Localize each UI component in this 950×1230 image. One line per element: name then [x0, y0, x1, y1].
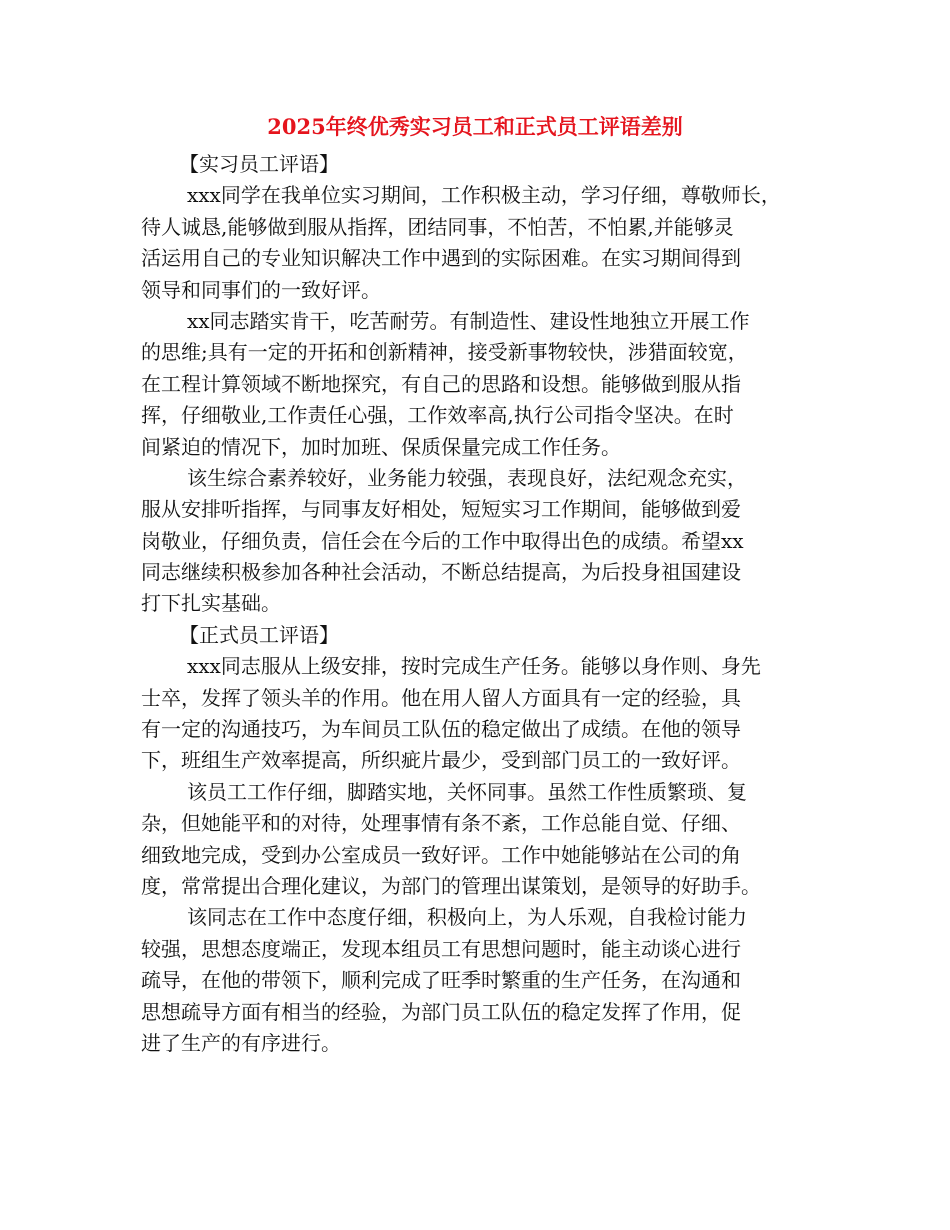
- paragraph-line: 该同志在工作中态度仔细，积极向上，为人乐观，自我检讨能力: [187, 905, 747, 930]
- paragraph-line: 服从安排听指挥，与同事友好相处，短短实习工作期间，能够做到爱: [141, 497, 741, 522]
- paragraph-line: 间紧迫的情况下，加时加班、保质保量完成工作任务。: [141, 434, 621, 459]
- paragraph: [141, 180, 826, 306]
- document-title: 2025年终优秀实习员工和正式员工评语差别: [267, 114, 683, 139]
- paragraph-line: 有一定的沟通技巧，为车间员工队伍的稳定做出了成绩。在他的领导: [141, 717, 741, 742]
- paragraph-line: 挥，仔细敬业,工作责任心强，工作效率高,执行公司指令坚决。在时: [141, 403, 734, 428]
- paragraph-line: 领导和同事们的一致好评。: [141, 277, 381, 302]
- paragraph: [141, 777, 826, 903]
- paragraph-line: xxx同学在我单位实习期间，工作积极主动，学习仔细，尊敬师长，: [187, 183, 781, 208]
- paragraph-line: 待人诚恳,能够做到服从指挥，团结同事，不怕苦，不怕累,并能够灵: [141, 214, 734, 239]
- paragraph-line: xxx同志服从上级安排，按时完成生产任务。能够以身作则、身先: [187, 654, 761, 679]
- paragraph-line: 活运用自己的专业知识解决工作中遇到的实际困难。在实习期间得到: [141, 246, 741, 271]
- paragraph-line: 度，常常提出合理化建议，为部门的管理出谋策划，是领导的好助手。: [141, 873, 761, 898]
- paragraph: [141, 651, 826, 777]
- paragraph-line: 该生综合素养较好，业务能力较强，表现良好，法纪观念充实，: [187, 465, 747, 490]
- paragraph-line: 士卒，发挥了领头羊的作用。他在用人留人方面具有一定的经验，具: [141, 685, 741, 710]
- paragraph-line: 该员工工作仔细，脚踏实地，关怀同事。虽然工作性质繁琐、复: [187, 779, 747, 804]
- paragraph-line: 在工程计算领域不断地探究，有自己的思路和设想。能够做到服从指: [141, 371, 741, 396]
- paragraph-line: 打下扎实基础。: [141, 591, 281, 616]
- paragraph: [141, 902, 826, 1059]
- paragraph: [141, 463, 826, 620]
- paragraph-line: 思想疏导方面有相当的经验，为部门员工队伍的稳定发挥了作用，促: [141, 999, 741, 1024]
- paragraph-line: 细致地完成，受到办公室成员一致好评。工作中她能够站在公司的角: [141, 842, 741, 867]
- paragraph-line: 杂，但她能平和的对待，处理事情有条不紊，工作总能自觉、仔细、: [141, 811, 741, 836]
- paragraph-line: 疏导，在他的带领下，顺利完成了旺季时繁重的生产任务，在沟通和: [141, 968, 741, 993]
- section-heading-formal: 【正式员工评语】: [179, 622, 339, 647]
- paragraph-line: xx同志踏实肯干，吃苦耐劳。有制造性、建设性地独立开展工作: [187, 308, 750, 333]
- document-body: [141, 149, 826, 1059]
- paragraph-line: 岗敬业，仔细负责，信任会在今后的工作中取得出色的成绩。希望xx: [141, 528, 744, 553]
- paragraph-line: 较强，思想态度端正，发现本组员工有思想问题时，能主动谈心进行: [141, 936, 741, 961]
- section-heading-intern: 【实习员工评语】: [179, 152, 339, 176]
- paragraph-line: 的思维;具有一定的开拓和创新精神，接受新事物较快，涉猎面较宽，: [141, 340, 748, 365]
- paragraph-line: 同志继续积极参加各种社会活动，不断总结提高，为后投身祖国建设: [141, 560, 741, 585]
- paragraph: [141, 306, 826, 463]
- paragraph-line: 下，班组生产效率提高，所织疵片最少，受到部门员工的一致好评。: [141, 748, 741, 773]
- paragraph-line: 进了生产的有序进行。: [141, 1030, 341, 1055]
